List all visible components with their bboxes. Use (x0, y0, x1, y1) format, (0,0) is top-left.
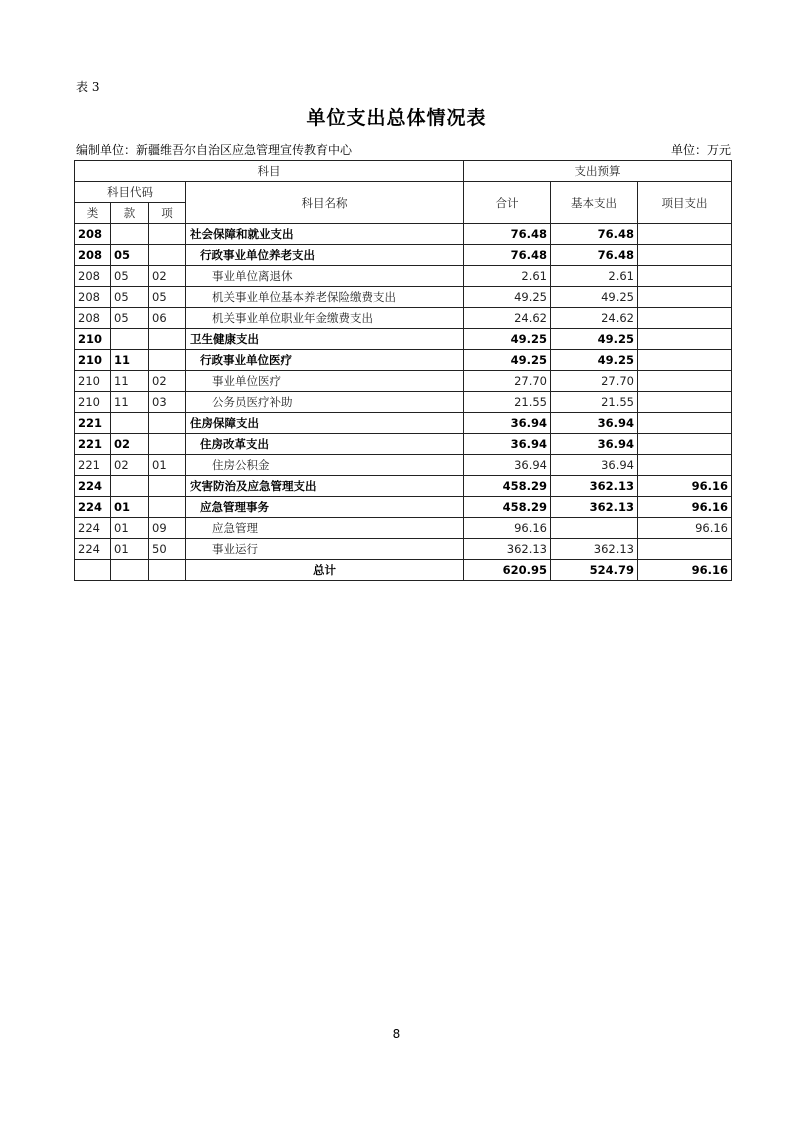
cell-project (638, 224, 732, 245)
cell-lei: 210 (75, 329, 111, 350)
cell-total: 49.25 (464, 287, 551, 308)
cell-name: 卫生健康支出 (186, 329, 464, 350)
cell-lei: 224 (75, 497, 111, 518)
cell-project (638, 245, 732, 266)
cell-basic: 362.13 (551, 497, 638, 518)
cell-total: 49.25 (464, 329, 551, 350)
cell-name: 应急管理事务 (186, 497, 464, 518)
cell-total: 458.29 (464, 497, 551, 518)
cell-kuan: 11 (111, 392, 149, 413)
cell-xiang (149, 560, 186, 581)
cell-xiang: 50 (149, 539, 186, 560)
cell-kuan: 01 (111, 497, 149, 518)
cell-name: 行政事业单位养老支出 (186, 245, 464, 266)
cell-xiang (149, 224, 186, 245)
table-row (75, 245, 732, 266)
meta-row (76, 141, 731, 158)
cell-project (638, 539, 732, 560)
cell-lei: 210 (75, 392, 111, 413)
header-kuan: 款 (111, 203, 149, 224)
header-total: 合计 (464, 182, 551, 224)
table-row (75, 350, 732, 371)
cell-basic: 49.25 (551, 329, 638, 350)
cell-name: 住房改革支出 (186, 434, 464, 455)
table-row (75, 308, 732, 329)
total-label: 总计 (186, 560, 464, 581)
unit-label: 单位：万元 (670, 143, 731, 157)
header-lei: 类 (75, 203, 111, 224)
cell-project (638, 392, 732, 413)
cell-basic: 36.94 (551, 434, 638, 455)
cell-xiang (149, 434, 186, 455)
cell-kuan: 11 (111, 371, 149, 392)
table-row (75, 371, 732, 392)
cell-basic: 49.25 (551, 287, 638, 308)
cell-kuan (111, 329, 149, 350)
cell-lei: 221 (75, 413, 111, 434)
header-basic: 基本支出 (551, 182, 638, 224)
cell-project (638, 350, 732, 371)
cell-name: 机关事业单位基本养老保险缴费支出 (186, 287, 464, 308)
table-row (75, 434, 732, 455)
header-xiang: 项 (149, 203, 186, 224)
cell-total: 362.13 (464, 539, 551, 560)
cell-xiang: 09 (149, 518, 186, 539)
cell-xiang (149, 329, 186, 350)
total-basic: 524.79 (551, 560, 638, 581)
cell-xiang: 05 (149, 287, 186, 308)
header-name: 科目名称 (186, 182, 464, 224)
cell-total: 36.94 (464, 434, 551, 455)
cell-name: 事业单位离退休 (186, 266, 464, 287)
cell-lei: 208 (75, 308, 111, 329)
cell-kuan: 01 (111, 539, 149, 560)
total-project: 96.16 (638, 560, 732, 581)
cell-xiang (149, 497, 186, 518)
cell-kuan: 02 (111, 434, 149, 455)
cell-lei: 208 (75, 266, 111, 287)
table-row (75, 413, 732, 434)
cell-total: 76.48 (464, 224, 551, 245)
cell-basic: 362.13 (551, 539, 638, 560)
total-row (75, 560, 732, 581)
cell-basic (551, 518, 638, 539)
cell-xiang (149, 476, 186, 497)
cell-name: 住房保障支出 (186, 413, 464, 434)
table-row (75, 539, 732, 560)
cell-project (638, 434, 732, 455)
cell-lei: 224 (75, 539, 111, 560)
cell-kuan: 05 (111, 245, 149, 266)
cell-lei: 224 (75, 476, 111, 497)
compiler-label: 编制单位：新疆维吾尔自治区应急管理宣传教育中心 (76, 143, 353, 157)
cell-basic: 76.48 (551, 245, 638, 266)
cell-basic: 36.94 (551, 413, 638, 434)
cell-basic: 24.62 (551, 308, 638, 329)
cell-total: 458.29 (464, 476, 551, 497)
cell-basic: 362.13 (551, 476, 638, 497)
table-row (75, 224, 732, 245)
cell-total: 2.61 (464, 266, 551, 287)
cell-xiang: 02 (149, 266, 186, 287)
cell-lei: 224 (75, 518, 111, 539)
table-row (75, 455, 732, 476)
page-number: 8 (392, 1027, 401, 1041)
cell-lei: 208 (75, 224, 111, 245)
table-row (75, 497, 732, 518)
cell-lei: 208 (75, 245, 111, 266)
cell-name: 事业运行 (186, 539, 464, 560)
cell-xiang: 06 (149, 308, 186, 329)
cell-total: 96.16 (464, 518, 551, 539)
cell-kuan: 11 (111, 350, 149, 371)
header-project: 项目支出 (638, 182, 732, 224)
cell-lei (75, 560, 111, 581)
cell-kuan: 05 (111, 287, 149, 308)
cell-name: 公务员医疗补助 (186, 392, 464, 413)
cell-project (638, 308, 732, 329)
cell-total: 76.48 (464, 245, 551, 266)
cell-total: 36.94 (464, 413, 551, 434)
header-budget: 支出预算 (464, 161, 732, 182)
cell-name: 住房公积金 (186, 455, 464, 476)
cell-lei: 221 (75, 434, 111, 455)
cell-basic: 76.48 (551, 224, 638, 245)
cell-total: 21.55 (464, 392, 551, 413)
page-title: 单位支出总体情况表 (306, 107, 487, 129)
cell-xiang (149, 350, 186, 371)
cell-project: 96.16 (638, 518, 732, 539)
header-row-1 (75, 161, 732, 182)
cell-lei: 221 (75, 455, 111, 476)
header-subject: 科目 (75, 161, 464, 182)
total-sum: 620.95 (464, 560, 551, 581)
cell-xiang (149, 413, 186, 434)
cell-project (638, 329, 732, 350)
cell-xiang: 01 (149, 455, 186, 476)
cell-total: 36.94 (464, 455, 551, 476)
table-row (75, 287, 732, 308)
header-code: 科目代码 (75, 182, 186, 203)
cell-name: 事业单位医疗 (186, 371, 464, 392)
cell-lei: 208 (75, 287, 111, 308)
expenditure-table (74, 160, 732, 581)
cell-kuan (111, 413, 149, 434)
table-row (75, 518, 732, 539)
cell-project (638, 371, 732, 392)
cell-project (638, 413, 732, 434)
cell-total: 27.70 (464, 371, 551, 392)
table-label: 表 3 (76, 80, 100, 94)
cell-project (638, 455, 732, 476)
cell-name: 机关事业单位职业年金缴费支出 (186, 308, 464, 329)
cell-name: 灾害防治及应急管理支出 (186, 476, 464, 497)
cell-kuan (111, 560, 149, 581)
cell-basic: 36.94 (551, 455, 638, 476)
cell-kuan (111, 476, 149, 497)
cell-kuan (111, 224, 149, 245)
cell-name: 社会保障和就业支出 (186, 224, 464, 245)
cell-lei: 210 (75, 371, 111, 392)
cell-basic: 49.25 (551, 350, 638, 371)
cell-xiang: 03 (149, 392, 186, 413)
cell-kuan: 05 (111, 308, 149, 329)
cell-basic: 21.55 (551, 392, 638, 413)
header-row-2 (75, 182, 732, 203)
cell-project: 96.16 (638, 497, 732, 518)
cell-project (638, 287, 732, 308)
cell-name: 行政事业单位医疗 (186, 350, 464, 371)
cell-total: 24.62 (464, 308, 551, 329)
cell-basic: 2.61 (551, 266, 638, 287)
table-row (75, 329, 732, 350)
cell-project (638, 266, 732, 287)
cell-xiang (149, 245, 186, 266)
cell-project: 96.16 (638, 476, 732, 497)
cell-kuan: 01 (111, 518, 149, 539)
table-row (75, 476, 732, 497)
cell-kuan: 05 (111, 266, 149, 287)
cell-name: 应急管理 (186, 518, 464, 539)
cell-total: 49.25 (464, 350, 551, 371)
cell-basic: 27.70 (551, 371, 638, 392)
cell-kuan: 02 (111, 455, 149, 476)
cell-lei: 210 (75, 350, 111, 371)
table-row (75, 392, 732, 413)
cell-xiang: 02 (149, 371, 186, 392)
table-row (75, 266, 732, 287)
